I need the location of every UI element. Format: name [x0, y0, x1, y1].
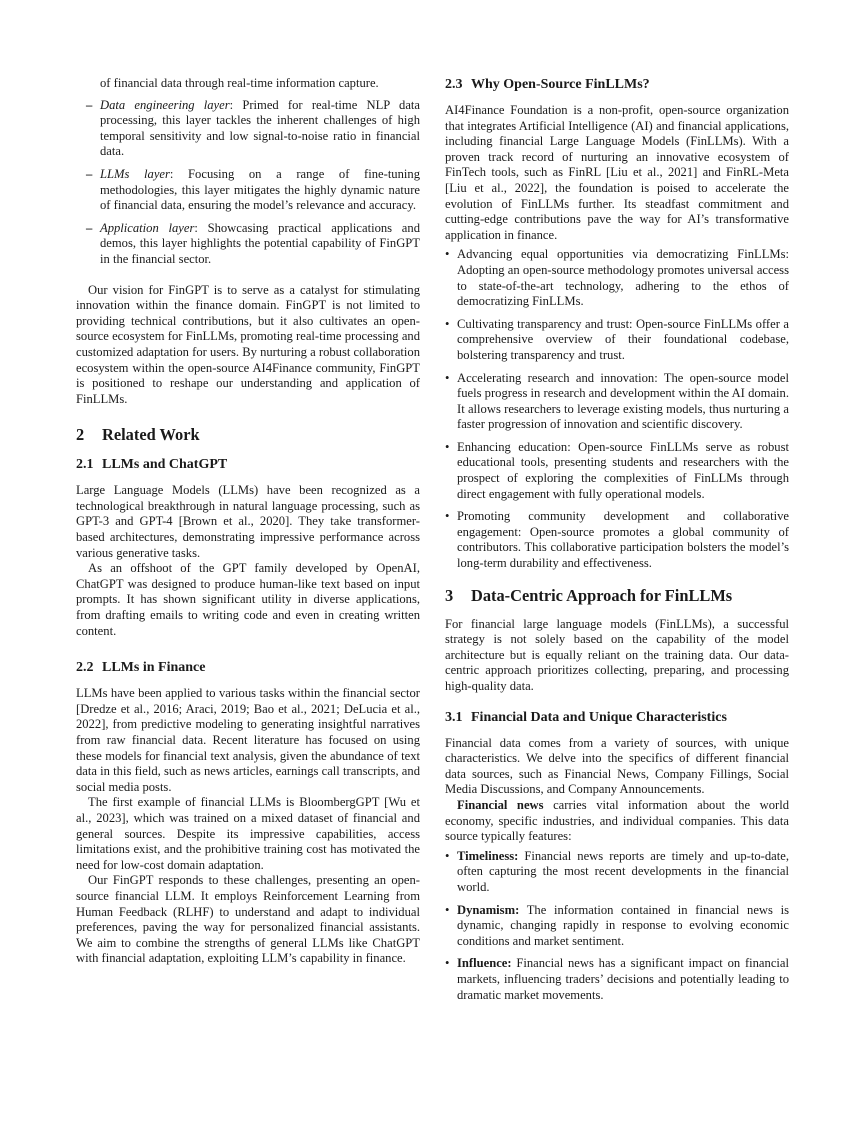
feature-item — [457, 956, 789, 1003]
section-heading — [445, 586, 789, 605]
benefit-item: • Promoting community development and collaborative engagement: Open-source promotes a global community of contributors. This collaborative participation bolsters the model’s long-term durability and effectiveness. — [457, 509, 789, 571]
feature-item — [457, 849, 789, 896]
layer-name: Data engineering layer — [100, 97, 230, 112]
layer-name: LLMs layer — [100, 166, 170, 181]
right-column — [445, 76, 789, 1010]
subsection-title: Financial Data and Unique Characteristics — [471, 709, 727, 725]
feature-text: Financial news reports are timely and up-to-date, often capturing the most recent developments in the financial world. — [457, 848, 789, 894]
subsection-heading — [76, 659, 420, 676]
section-number: 2 — [76, 425, 85, 445]
paragraph: As an offshoot of the GPT family developed by OpenAI, ChatGPT was designed to produce human-like text based on input prompts. It has shown significant utility in diverse applications, from drafting emails to writing code and even in creating written content. — [76, 561, 420, 638]
subsection-number: 2.2 — [76, 660, 94, 676]
paragraph: AI4Finance Foundation is a non-profit, open-source organization that integrates Artificial Intelligence (AI) and financial applications, including financial Large Language Models (FinLLMs). With a proven track record of nurturing an innovative ecosystem of FinTech tools, such as FinRL [Liu et al., 2021] and FinRL-Meta [Liu et al., 2022], the foundation is poised to accelerate the evolution of FinLLMs further. Its steadfast commitment and cutting-edge contributions pave the way for AI’s transformative application in finance. — [445, 103, 789, 242]
subsection-title: LLMs in Finance — [102, 660, 206, 676]
left-column — [76, 76, 420, 967]
bold-term: Financial news — [457, 797, 544, 812]
subsection-heading — [445, 76, 789, 93]
layer-name: Application layer — [100, 220, 195, 235]
continued-text: of financial data through real-time information capture. — [100, 76, 379, 90]
feature-text: The information contained in financial news is dynamic, changing rapidly in response to evolving economic conditions and market sentiment. — [457, 902, 789, 948]
feature-text: Financial news has a significant impact on financial markets, influencing traders’ decisions and potentially leading to dramatic market movements. — [457, 956, 789, 1002]
benefit-item: • Cultivating transparency and trust: Open-source FinLLMs offer a comprehensive overview of their foundational codebase, bolstering transparency and trust. — [457, 317, 789, 364]
section-number: 3 — [445, 585, 454, 605]
feature-list — [445, 849, 789, 1003]
layer-text: : Focusing on a range of fine-tuning methodologies, this layer mitigates the highly dynamic nature of financial data, ensuring the model’s relevance and accuracy. — [100, 166, 420, 213]
paragraph-text: carries vital information about the world economy, specific industries, and individual companies. This data source typically features: — [445, 797, 789, 844]
layer-text: : Showcasing practical applications and demos, this layer highlights the potential capability of FinGPT in the financial sector. — [100, 220, 420, 266]
feature-label: Timeliness: — [457, 848, 519, 863]
section-title: Data-Centric Approach for FinLLMs — [471, 585, 733, 605]
vision-paragraph: Our vision for FinGPT is to serve as a catalyst for stimulating innovation within the finance domain. FinGPT is not limited to providing technical contributions, but it also cultivates an open-source ecosystem for FinLLMs, promoting real-time processing and customized adaptation for users. By nurturing a robust collaboration ecosystem within the open-source AI4Finance community, FinGPT is positioned to reshape our understanding and application of FinLLMs. — [76, 282, 420, 406]
layer-item — [100, 167, 420, 214]
paragraph: Our FinGPT responds to these challenges, presenting an open-source financial LLM. It employs Reinforcement Learning from Human Feedback (RLHF) to understand and adapt to individual preferences, paving the way for personalized financial assistants. We aim to combine the strengths of general LLMs like ChatGPT with financial adaptation, exploiting LLM’s capability in finance. — [76, 873, 420, 966]
feature-label: Dynamism: — [457, 902, 520, 917]
subsection-heading — [76, 456, 420, 473]
paragraph: For financial large language models (FinLLMs), a successful strategy is not solely based on the capability of the model architecture but is equally reliant on the training data. Our data-centric approach prioritizes collecting, preparing, and processing high-quality data. — [445, 616, 789, 693]
subsection-title: Why Open-Source FinLLMs? — [471, 77, 650, 92]
paragraph: Large Language Models (LLMs) have been recognized as a technological breakthrough in natural language processing, such as GPT-3 and GPT-4 [Brown et al., 2020]. They take transformer-based architectures, demonstrating impressive performance across various generative tasks. — [76, 483, 420, 560]
layer-text: : Primed for real-time NLP data processing, this layer tackles the inherent challenges of high temporal sensitivity and low signal-to-noise ratio in financial data. — [100, 97, 420, 159]
benefit-item: • Enhancing education: Open-source FinLLMs serve as robust educational tools, presenting students and researchers with the prospect of exploring the complexities of FinLLMs through direct engagement with fully operational models. — [457, 440, 789, 502]
subsection-number: 2.1 — [76, 457, 94, 473]
paragraph — [445, 798, 789, 845]
paragraph: LLMs have been applied to various tasks within the financial sector [Dredze et al., 2016; Araci, 2019; Bao et al., 2021; DeLucia et al., 2022], from predictive modeling to generating insightful narratives from raw financial data. Recent literature has focused on using these models for financial text analysis, given the abundance of text data in this field, such as news articles, earnings call transcripts, and social media posts. — [76, 686, 420, 794]
layer-item — [100, 221, 420, 268]
feature-label: Influence: — [457, 956, 512, 971]
paragraph: Financial data comes from a variety of sources, with unique characteristics. We delve into the specifics of different financial data sources, such as Financial News, Company Fillings, Social Media Discussions, and Company Announcements. — [445, 735, 789, 797]
section-title: Related Work — [102, 425, 200, 445]
subsection-number: 3.1 — [445, 709, 463, 725]
feature-item — [457, 903, 789, 950]
subsection-title: LLMs and ChatGPT — [102, 457, 228, 473]
paragraph: The first example of financial LLMs is BloombergGPT [Wu et al., 2023], which was trained on a mixed dataset of financial and general sources. Despite its impressive capabilities, access limitations exist, and the prohibitive training cost has motivated the need for low-cost domain adaptation. — [76, 795, 420, 872]
benefit-item: • Advancing equal opportunities via democratizing FinLLMs: Adopting an open-source methodology promotes universal access to state-of-the-art technology, adhering to the ethos of democratizing FinLLMs. — [457, 247, 789, 309]
subsection-heading — [445, 709, 789, 726]
layer-item — [100, 98, 420, 160]
benefit-list — [445, 247, 789, 571]
section-heading — [76, 425, 420, 444]
benefit-item: • Accelerating research and innovation: The open-source model fuels progress in research and development within the AI domain. It allows researchers to leverage existing models, thus nurturing a faster progression of innovation and scientific discovery. — [457, 371, 789, 433]
layer-list — [76, 98, 420, 268]
subsection-number: 2.3 — [445, 77, 463, 92]
